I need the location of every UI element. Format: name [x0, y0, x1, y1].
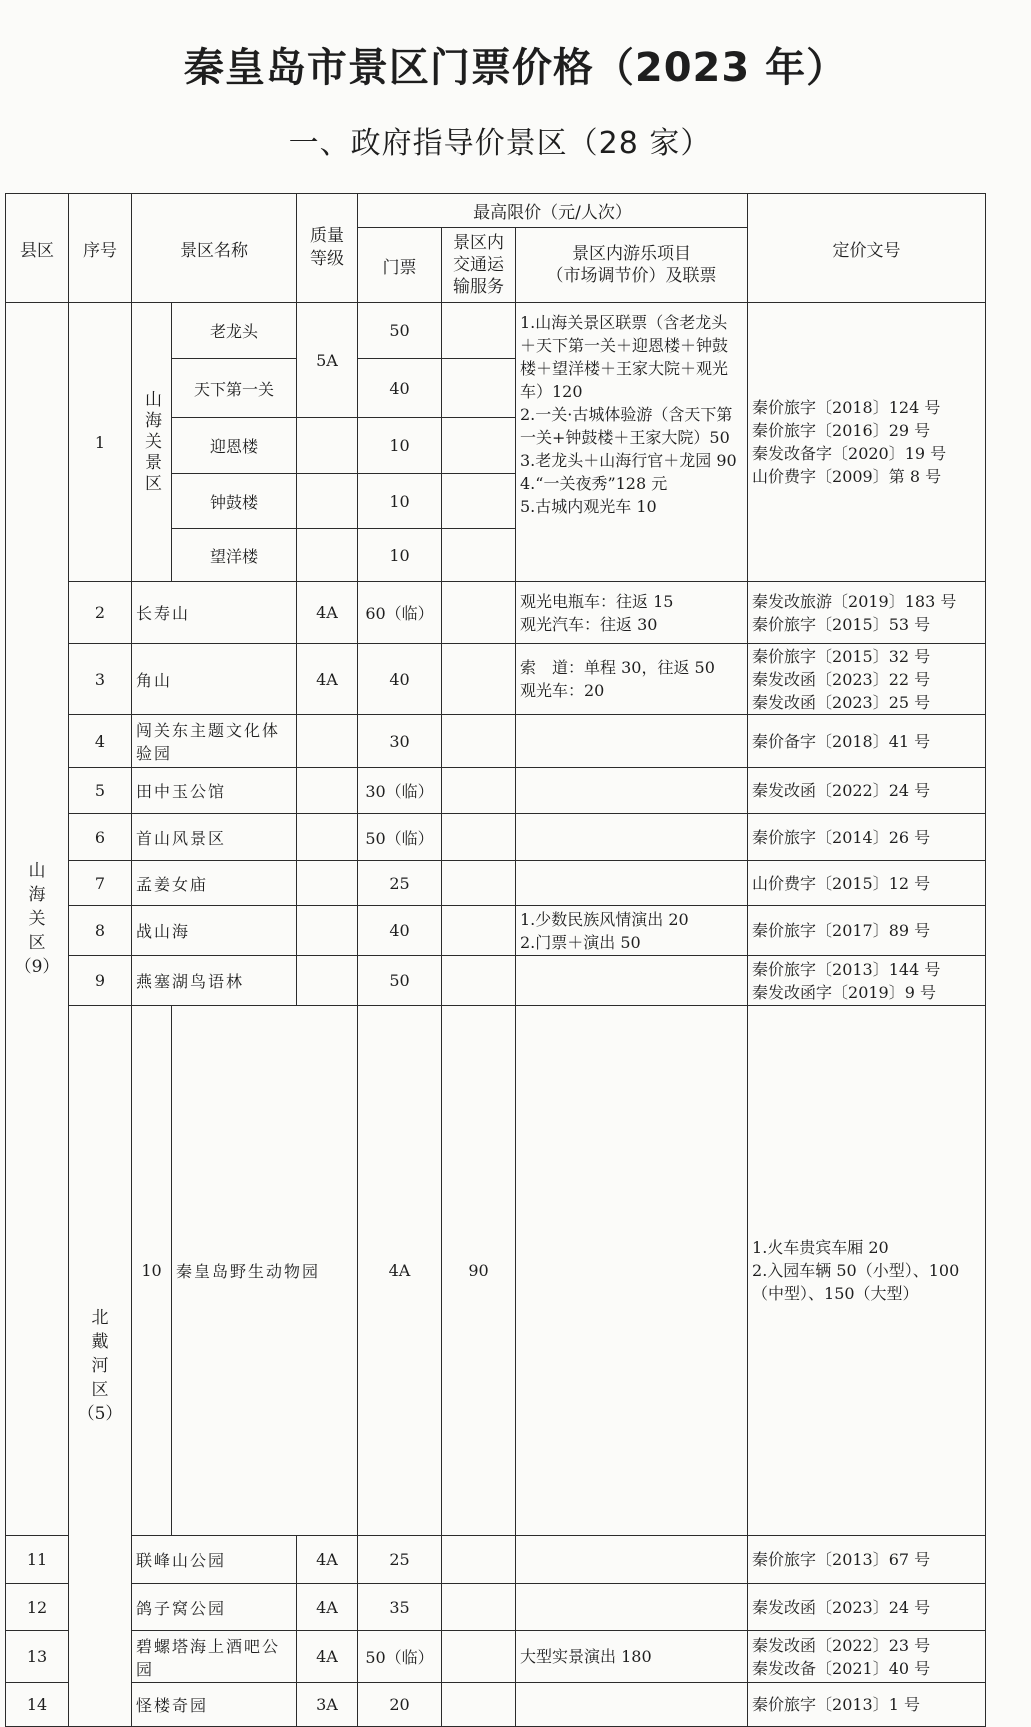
row-projects — [516, 1683, 748, 1727]
header-doc: 定价文号 — [748, 194, 986, 303]
row-no: 11 — [6, 1536, 69, 1584]
header-no: 序号 — [69, 194, 132, 303]
row-transport — [442, 768, 516, 814]
sub-name: 钟鼓楼 — [172, 474, 297, 529]
row-grade: 4A — [358, 1006, 442, 1536]
row-grade — [297, 768, 358, 814]
row-no: 7 — [69, 861, 132, 906]
table-row — [6, 814, 986, 861]
row-ticket: 90 — [442, 1006, 516, 1536]
row-ticket: 40 — [358, 644, 442, 715]
row-doc: 秦发改函〔2022〕23 号 秦发改备〔2021〕40 号 — [748, 1631, 986, 1683]
group-name-cell — [132, 303, 172, 582]
row-no: 9 — [69, 956, 132, 1006]
row-ticket: 10 — [358, 529, 442, 582]
row-grade: 4A — [297, 644, 358, 715]
county-cell: 北 戴 河 区 （5） — [69, 1006, 132, 1727]
header-name: 景区名称 — [132, 194, 297, 303]
row-name: 长寿山 — [132, 582, 297, 644]
row-transport — [442, 906, 516, 956]
row-doc: 秦价旅字〔2014〕26 号 — [748, 814, 986, 861]
row-no: 1 — [69, 303, 132, 582]
row-transport — [442, 861, 516, 906]
group-name: 山海关景区 — [141, 389, 161, 495]
table-row — [6, 1006, 986, 1536]
section-subtitle: 一、政府指导价景区（28 家） — [288, 126, 712, 161]
row-no: 3 — [69, 644, 132, 715]
row-no: 14 — [6, 1683, 69, 1727]
row-ticket: 20 — [358, 1683, 442, 1727]
row-transport — [442, 644, 516, 715]
row-ticket: 60（临） — [358, 582, 442, 644]
row-ticket: 10 — [358, 418, 442, 474]
row-doc: 秦价旅字〔2013〕1 号 — [748, 1683, 986, 1727]
row-name: 燕塞湖鸟语林 — [132, 956, 297, 1006]
row-ticket: 50 — [358, 303, 442, 359]
county-cell: 山 海 关 区 （9） — [6, 303, 69, 1536]
row-no: 8 — [69, 906, 132, 956]
row-grade — [297, 814, 358, 861]
row-transport — [442, 474, 516, 529]
row-transport — [442, 303, 516, 359]
row-ticket: 30 — [358, 715, 442, 768]
row-ticket: 40 — [358, 906, 442, 956]
row-grade — [297, 529, 358, 582]
row-projects — [516, 861, 748, 906]
header-projects: 景区内游乐项目 （市场调节价）及联票 — [516, 228, 748, 303]
header-grade: 质量 等级 — [297, 194, 358, 303]
row-grade: 5A — [297, 303, 358, 418]
row-transport — [442, 814, 516, 861]
header-ticket: 门票 — [358, 228, 442, 303]
row-name: 闯关东主题文化体验园 — [132, 715, 297, 768]
row-transport — [442, 1584, 516, 1631]
row-grade: 4A — [297, 1536, 358, 1584]
row-transport — [442, 956, 516, 1006]
price-table — [5, 193, 986, 1727]
row-ticket: 25 — [358, 861, 442, 906]
row-grade: 3A — [297, 1683, 358, 1727]
row-no: 13 — [6, 1631, 69, 1683]
row-doc: 秦价旅字〔2015〕32 号 秦发改函〔2023〕22 号 秦发改函〔2023〕25 号 — [748, 644, 986, 715]
row-projects: 大型实景演出 180 — [516, 1631, 748, 1683]
header-max-price: 最高限价（元/人次） — [358, 194, 748, 228]
row-grade: 4A — [297, 1584, 358, 1631]
row-projects: 1.少数民族风情演出 20 2.门票＋演出 50 — [516, 906, 748, 956]
row-projects — [516, 1584, 748, 1631]
table-row — [6, 861, 986, 906]
table-header — [6, 194, 986, 303]
row-transport — [442, 418, 516, 474]
row-doc: 山价费字〔2015〕12 号 — [748, 861, 986, 906]
row-ticket: 10 — [358, 474, 442, 529]
row-ticket: 50（临） — [358, 814, 442, 861]
row-projects — [516, 768, 748, 814]
row-transport — [442, 1631, 516, 1683]
row-name: 碧螺塔海上酒吧公园 — [132, 1631, 297, 1683]
row-doc: 秦价旅字〔2018〕124 号 秦价旅字〔2016〕29 号 秦发改备字〔2020〕19 号 山价费字〔2009〕第 8 号 — [748, 303, 986, 582]
row-projects: 观光电瓶车：往返 15 观光汽车：往返 30 — [516, 582, 748, 644]
page-title: 秦皇岛市景区门票价格（2023 年） — [183, 45, 848, 91]
row-doc: 秦价旅字〔2017〕89 号 — [748, 906, 986, 956]
row-name: 田中玉公馆 — [132, 768, 297, 814]
table-row — [6, 582, 986, 644]
sub-name: 老龙头 — [172, 303, 297, 359]
row-transport — [442, 1536, 516, 1584]
table-row — [6, 715, 986, 768]
row-no: 6 — [69, 814, 132, 861]
row-transport — [516, 1006, 748, 1536]
table-row — [6, 956, 986, 1006]
row-grade — [297, 906, 358, 956]
row-projects: 1.山海关景区联票（含老龙头＋天下第一关＋迎恩楼＋钟鼓楼＋望洋楼＋王家大院＋观光车）120 2.一关·古城体验游（含天下第一关+钟鼓楼＋王家大院）50 3.老龙头＋山海行官＋龙园 90 4.“一关夜秀”128 元 5.古城内观光车 10 — [516, 303, 748, 582]
row-doc: 秦价备字〔2018〕41 号 — [748, 715, 986, 768]
row-doc: 秦发改函〔2022〕24 号 — [748, 768, 986, 814]
row-doc: 秦价旅字〔2013〕67 号 — [748, 1536, 986, 1584]
row-doc: 秦价旅字〔2013〕144 号 秦发改函字〔2019〕9 号 — [748, 956, 986, 1006]
row-projects: 索 道：单程 30，往返 50 观光车：20 — [516, 644, 748, 715]
row-ticket: 50 — [358, 956, 442, 1006]
row-transport — [442, 359, 516, 418]
row-transport — [442, 1683, 516, 1727]
row-no: 5 — [69, 768, 132, 814]
table-row — [6, 1536, 986, 1584]
row-name: 孟姜女庙 — [132, 861, 297, 906]
row-name: 角山 — [132, 644, 297, 715]
row-grade — [297, 418, 358, 474]
sub-name: 天下第一关 — [172, 359, 297, 418]
row-no: 2 — [69, 582, 132, 644]
row-projects: 1.火车贵宾车厢 20 2.入园车辆 50（小型）、100（中型）、150（大型） — [748, 1006, 986, 1536]
row-name: 秦皇岛野生动物园 — [172, 1006, 358, 1536]
row-name: 怪楼奇园 — [132, 1683, 297, 1727]
row-name: 战山海 — [132, 906, 297, 956]
table-row — [6, 303, 986, 359]
row-projects — [516, 814, 748, 861]
row-grade: 4A — [297, 1631, 358, 1683]
table-row — [6, 644, 986, 715]
table-row — [6, 1584, 986, 1631]
row-ticket: 30（临） — [358, 768, 442, 814]
table-body — [6, 303, 986, 1727]
row-transport — [442, 715, 516, 768]
row-transport — [442, 582, 516, 644]
row-grade — [297, 715, 358, 768]
row-ticket: 35 — [358, 1584, 442, 1631]
row-no: 12 — [6, 1584, 69, 1631]
row-ticket: 50（临） — [358, 1631, 442, 1683]
row-no: 4 — [69, 715, 132, 768]
sub-name: 迎恩楼 — [172, 418, 297, 474]
row-doc: 秦发改函〔2023〕24 号 — [748, 1584, 986, 1631]
table-row — [6, 906, 986, 956]
row-ticket: 40 — [358, 359, 442, 418]
row-projects — [516, 956, 748, 1006]
table-row — [6, 1631, 986, 1683]
table-row — [6, 1683, 986, 1727]
row-name: 鸽子窝公园 — [132, 1584, 297, 1631]
row-grade — [297, 956, 358, 1006]
table-row — [6, 768, 986, 814]
row-doc: 秦发改旅游〔2019〕183 号 秦价旅字〔2015〕53 号 — [748, 582, 986, 644]
row-no: 10 — [132, 1006, 172, 1536]
row-projects — [516, 1536, 748, 1584]
row-grade — [297, 861, 358, 906]
row-transport — [442, 529, 516, 582]
row-grade: 4A — [297, 582, 358, 644]
row-ticket: 25 — [358, 1536, 442, 1584]
row-name: 联峰山公园 — [132, 1536, 297, 1584]
row-grade — [297, 474, 358, 529]
row-name: 首山风景区 — [132, 814, 297, 861]
header-county: 县区 — [6, 194, 69, 303]
header-transport: 景区内 交通运 输服务 — [442, 228, 516, 303]
sub-name: 望洋楼 — [172, 529, 297, 582]
row-projects — [516, 715, 748, 768]
